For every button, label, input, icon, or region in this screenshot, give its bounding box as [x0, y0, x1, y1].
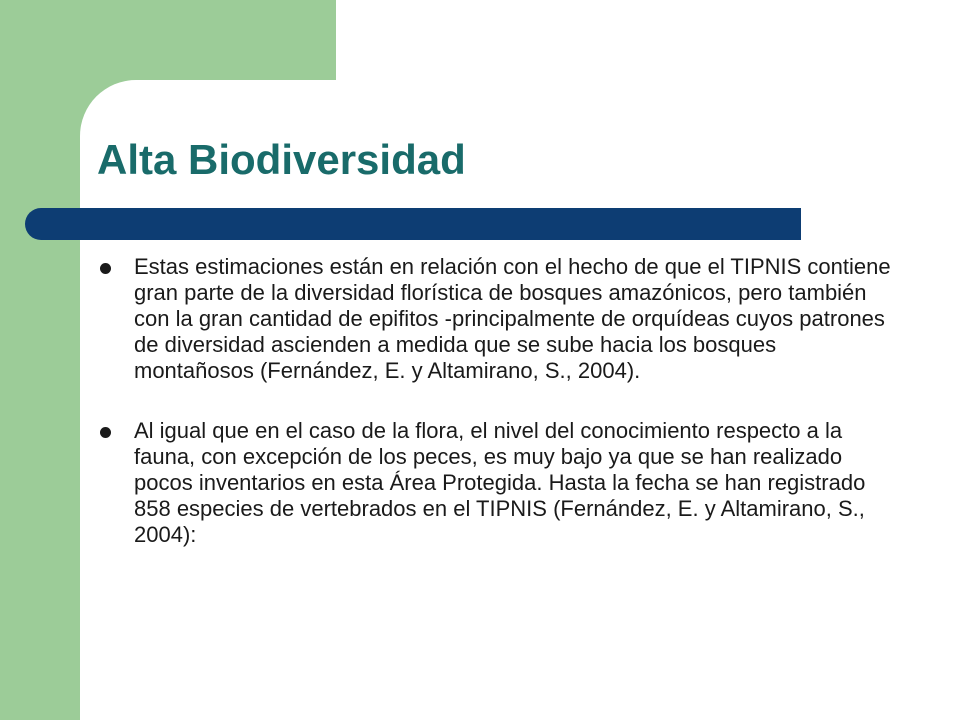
- bullet-dot-icon: [100, 263, 111, 274]
- bullet-list: [100, 254, 900, 548]
- bullet-dot-icon: [100, 427, 111, 438]
- bullet-text-1: Estas estimaciones están en relación con el hecho de que el TIPNIS contiene gran parte de la diversidad florística de bosques amazónicos, pero también con la gran cantidad de epifitos -principalmente de orquídeas cuyos patrones de diversidad ascienden a medida que se sube hacia los bosques montañosos (Fernández, E. y Altamirano, S., 2004).: [134, 254, 891, 383]
- bullet-text-2: Al igual que en el caso de la flora, el nivel del conocimiento respecto a la fauna, con excepción de los peces, es muy bajo ya que se han realizado pocos inventarios en esta Área Protegida. Hasta la fecha se han registrado 858 especies de vertebrados en el TIPNIS (Fernández, E. y Altamirano, S., 2004):: [134, 418, 866, 547]
- bullet-item-2: [100, 418, 900, 548]
- title-underline-bar: [25, 208, 801, 240]
- bullet-item-1: [100, 254, 900, 384]
- slide-title: Alta Biodiversidad: [97, 136, 466, 183]
